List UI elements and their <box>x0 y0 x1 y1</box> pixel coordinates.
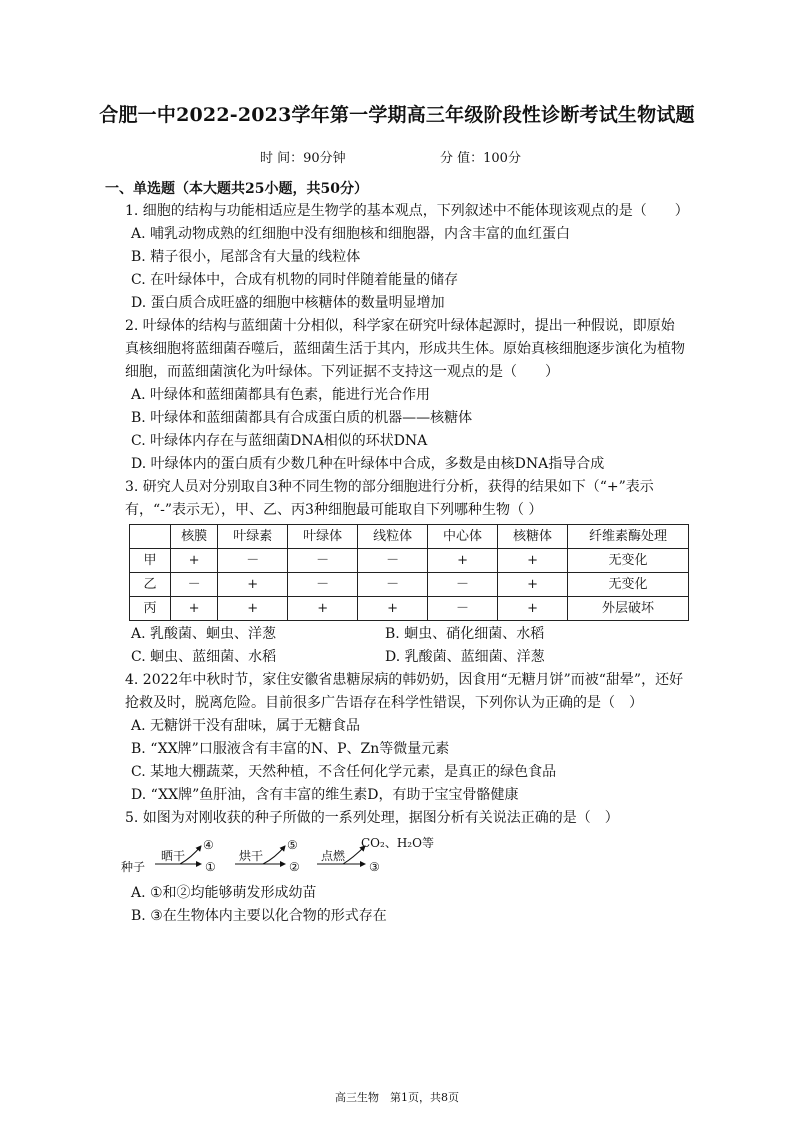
table-cell: － <box>428 597 498 621</box>
option-b: B. 叶绿体和蓝细菌都具有合成蛋白质的机器——核糖体 <box>131 410 473 426</box>
table-cell: － <box>218 549 288 573</box>
table-cell: + <box>358 597 428 621</box>
table-cell: + <box>498 549 568 573</box>
cell-analysis-table <box>129 524 689 621</box>
table-cell: 丙 <box>130 597 171 621</box>
table-cell: － <box>358 549 428 573</box>
table-header-cell <box>130 525 171 549</box>
option-b: B. ③在生物体内主要以化合物的形式存在 <box>131 908 387 924</box>
product-3: ③ <box>369 860 380 874</box>
table-cell: 无变化 <box>568 573 689 597</box>
option-d: D. 蛋白质合成旺盛的细胞中核糖体的数量明显增加 <box>131 295 445 311</box>
option-b: B. “XX牌”口服液含有丰富的N、P、Zn等微量元素 <box>131 741 450 757</box>
question-stem: 2. 叶绿体的结构与蓝细菌十分相似，科学家在研究叶绿体起源时，提出一种假说，即原始真核细胞将蓝细菌吞噬后，蓝细菌生活于其内，形成共生体。原始真核细胞逐步演化为植物细胞，而蓝细菌演化为叶绿体。下列证据不支持这一观点的是（ ） <box>125 318 685 380</box>
table-cell: － <box>288 549 358 573</box>
arrow-2-branch <box>263 846 285 864</box>
table-row <box>130 597 689 621</box>
option-b: B. 精子很小，尾部含有大量的线粒体 <box>131 249 361 265</box>
option-d: D. 叶绿体内的蛋白质有少数几种在叶绿体中合成，多数是由核DNA指导合成 <box>131 456 605 472</box>
questions <box>121 200 689 928</box>
step-burn-label: 点燃 <box>321 849 346 863</box>
option-a: A. 乳酸菌、蛔虫、洋葱 <box>131 626 277 642</box>
table-cell: + <box>288 597 358 621</box>
table-cell: 甲 <box>130 549 171 573</box>
option-b: B. 蛔虫、硝化细菌、水稻 <box>385 626 545 642</box>
table-cell: 无变化 <box>568 549 689 573</box>
table-cell: + <box>171 597 218 621</box>
table-header-cell: 叶绿素 <box>218 525 288 549</box>
exam-title: 合肥一中2022-2023学年第一学期高三年级阶段性诊断考试生物试题 <box>99 104 695 126</box>
question-4 <box>125 669 685 807</box>
table-cell: － <box>171 573 218 597</box>
option-a: A. 叶绿体和蓝细菌都具有色素，能进行光合作用 <box>131 387 431 403</box>
table-row <box>130 573 689 597</box>
seed-label: 种子 <box>121 860 146 874</box>
table-header-cell: 线粒体 <box>358 525 428 549</box>
table-cell: + <box>498 597 568 621</box>
table-row <box>130 549 689 573</box>
question-stem: 1. 细胞的结构与功能相适应是生物学的基本观点，下列叙述中不能体现该观点的是（ ） <box>125 203 689 219</box>
question-1 <box>125 200 689 315</box>
exam-score: 分 值：100分 <box>440 151 521 166</box>
product-2: ② <box>289 860 300 874</box>
seed-process-diagram <box>121 832 685 878</box>
table-header-row <box>130 525 689 549</box>
table-cell: － <box>358 573 428 597</box>
option-d: D. “XX牌”鱼肝油，含有丰富的维生素D，有助于宝宝骨骼健康 <box>131 787 519 803</box>
loss-5: ⑤ <box>287 838 298 852</box>
section-heading: 一、单选题（本大题共25小题，共50分） <box>105 181 368 197</box>
table-cell: － <box>288 573 358 597</box>
question-stem: 3. 研究人员对分别取自3种不同生物的部分细胞进行分析，获得的结果如下（“+”表示有，“-”表示无），甲、乙、丙3种细胞最可能取自下列哪种生物（ ） <box>125 479 654 518</box>
table-cell: 外层破坏 <box>568 597 689 621</box>
question-5 <box>121 807 685 928</box>
option-c: C. 在叶绿体中，合成有机物的同时伴随着能量的储存 <box>131 272 459 288</box>
table-header-cell: 纤维素酶处理 <box>568 525 689 549</box>
option-row <box>125 623 685 646</box>
option-c: C. 某地大棚蔬菜，天然种植，不含任何化学元素，是真正的绿色食品 <box>131 764 557 780</box>
table-cell: + <box>428 549 498 573</box>
table-cell: 乙 <box>130 573 171 597</box>
table-cell: + <box>218 573 288 597</box>
question-stem: 4. 2022年中秋时节，家住安徽省患糖尿病的韩奶奶，因食用“无糖月饼”而被“甜晕”，还好抢救及时，脱离危险。目前很多广告语存在科学性错误，下列你认为正确的是（ ） <box>125 672 684 711</box>
option-a: A. ①和②均能够萌发形成幼苗 <box>131 885 317 901</box>
loss-4: ④ <box>203 838 214 852</box>
table-cell: + <box>498 573 568 597</box>
table-header-cell: 核膜 <box>171 525 218 549</box>
table-cell: + <box>218 597 288 621</box>
product-1: ① <box>205 860 216 874</box>
option-a: A. 哺乳动物成熟的红细胞中没有细胞核和细胞器，内含丰富的血红蛋白 <box>131 226 571 242</box>
option-c: C. 叶绿体内存在与蓝细菌DNA相似的环状DNA <box>131 433 428 449</box>
step-bake-label: 烘干 <box>239 849 264 863</box>
page-footer: 高三生物 第1页，共8页 <box>335 1091 459 1104</box>
table-header-cell: 叶绿体 <box>288 525 358 549</box>
option-d: D. 乳酸菌、蓝细菌、洋葱 <box>385 649 545 665</box>
table-cell: + <box>171 549 218 573</box>
table-cell: － <box>428 573 498 597</box>
question-3 <box>125 476 685 669</box>
option-c: C. 蛔虫、蓝细菌、水稻 <box>131 649 277 665</box>
option-row <box>125 646 685 669</box>
question-stem: 5. 如图为对刚收获的种子所做的一系列处理，据图分析有关说法正确的是（ ） <box>125 810 619 826</box>
exam-time: 时 间：90分钟 <box>260 151 346 166</box>
step-dry-label: 晒干 <box>161 849 186 863</box>
table-header-cell: 中心体 <box>428 525 498 549</box>
question-2 <box>125 315 685 476</box>
option-a: A. 无糖饼干没有甜味，属于无糖食品 <box>131 718 361 734</box>
table-header-cell: 核糖体 <box>498 525 568 549</box>
gas-label: CO₂、H₂O等 <box>361 836 434 850</box>
